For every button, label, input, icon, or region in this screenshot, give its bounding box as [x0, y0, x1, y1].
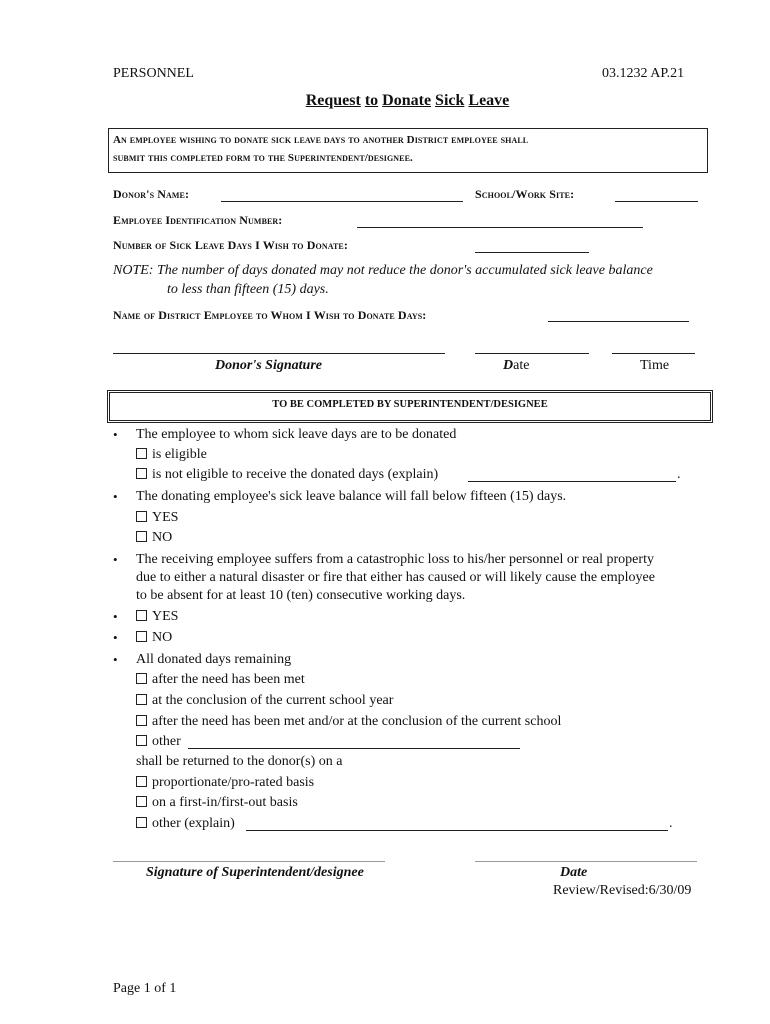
form-title [0, 92, 770, 110]
donor-time-line[interactable] [612, 353, 695, 354]
work-site-field[interactable] [615, 201, 698, 202]
date-initial: D [503, 358, 514, 373]
donor-name-field[interactable] [221, 201, 463, 202]
option-label: on a first-in/first-out basis [152, 795, 298, 810]
remaining-option [136, 693, 393, 709]
title-word: Sick [435, 92, 465, 109]
catastrophic-no-option [136, 630, 172, 646]
option-label: YES [152, 609, 179, 624]
donor-name-label: Donor's Name: [113, 187, 190, 201]
donate-days-field[interactable] [475, 252, 589, 253]
remaining-other-field[interactable] [188, 748, 520, 749]
checkbox[interactable] [136, 796, 147, 807]
remaining-option [136, 672, 305, 688]
checkbox[interactable] [136, 776, 147, 787]
checkbox[interactable] [136, 531, 147, 542]
eligible-option [136, 447, 207, 463]
option-label: after the need has been met [152, 672, 305, 687]
bullet-icon: • [113, 552, 118, 567]
option-label: YES [152, 510, 179, 525]
returned-text: shall be returned to the donor(s) on a [136, 754, 343, 769]
instruction-line: An employee wishing to donate sick leave days to another District employee shall [113, 134, 529, 146]
employee-id-label: Employee Identification Number: [113, 213, 283, 227]
checkbox[interactable] [136, 735, 147, 746]
balance-yes-option [136, 510, 178, 526]
superintendent-date-caption: Date [560, 865, 588, 880]
note-text: The number of days donated may not reduce the donor's accumulated sick leave balance [156, 263, 653, 278]
option-label: is not eligible to receive the donated days (explain) [152, 467, 439, 482]
checkbox[interactable] [136, 817, 147, 828]
period: . [677, 467, 681, 482]
checkbox[interactable] [136, 715, 147, 726]
donor-date-line[interactable] [475, 353, 589, 354]
title-word: Donate [382, 92, 432, 109]
checkbox[interactable] [136, 631, 147, 642]
option-label: after the need has been met and/or at the conclusion of the current school [152, 714, 562, 729]
work-site-label: School/Work Site: [475, 187, 575, 201]
revised-date: Review/Revised:6/30/09 [553, 883, 692, 898]
catastrophic-yes-option [136, 609, 178, 625]
period: . [669, 816, 673, 831]
note-line: to less than fifteen (15) days. [167, 282, 329, 297]
option-label: at the conclusion of the current school year [152, 693, 394, 708]
checkbox[interactable] [136, 610, 147, 621]
donor-signature-line[interactable] [113, 353, 445, 354]
checkbox[interactable] [136, 673, 147, 684]
bullet-icon: • [113, 652, 118, 667]
date-rest: ate [513, 358, 530, 373]
title-word: to [364, 92, 379, 109]
checkbox[interactable] [136, 448, 147, 459]
title-word: Request [305, 92, 361, 109]
title-word: Leave [468, 92, 510, 109]
catastrophic-line: The receiving employee suffers from a catastrophic loss to his/her personnel or real property [136, 552, 654, 567]
option-label: NO [152, 630, 173, 645]
policy-number: 03.1232 AP.21 [602, 66, 685, 81]
option-label: other [152, 734, 181, 749]
not-eligible-option [136, 467, 438, 483]
option-label: proportionate/pro-rated basis [152, 775, 315, 790]
superintendent-signature-line[interactable] [113, 861, 385, 862]
basis-other-field[interactable] [246, 830, 668, 831]
bullet-icon: • [113, 630, 118, 645]
instruction-line: submit this completed form to the Superintendent/designee. [113, 152, 413, 164]
balance-no-option [136, 530, 172, 546]
bullet-icon: • [113, 609, 118, 624]
option-label: is eligible [152, 447, 207, 462]
note-line [113, 263, 653, 279]
recipient-field[interactable] [548, 321, 689, 322]
bullet-icon: • [113, 489, 118, 504]
checkbox[interactable] [136, 694, 147, 705]
donor-date-caption [503, 358, 529, 374]
remaining-option [136, 714, 561, 730]
recipient-label: Name of District Employee to Whom I Wish to Donate Days: [113, 308, 427, 322]
basis-option [136, 816, 235, 832]
catastrophic-line: to be absent for at least 10 (ten) consecutive working days. [136, 588, 466, 603]
superintendent-signature-caption: Signature of Superintendent/designee [146, 865, 364, 880]
remaining-intro: All donated days remaining [136, 652, 292, 667]
page-number: Page 1 of 1 [113, 981, 177, 996]
donate-days-label: Number of Sick Leave Days I Wish to Donate: [113, 238, 348, 252]
balance-intro: The donating employee's sick leave balance will fall below fifteen (15) days. [136, 489, 567, 504]
donor-time-caption: Time [640, 358, 670, 373]
basis-option [136, 775, 314, 791]
option-label: other (explain) [152, 816, 235, 831]
employee-id-field[interactable] [357, 227, 643, 228]
remaining-option [136, 734, 181, 750]
note-prefix: NOTE: [113, 263, 154, 278]
superintendent-box-label: TO BE COMPLETED BY SUPERINTENDENT/DESIGNEE [272, 399, 548, 410]
basis-option [136, 795, 298, 811]
checkbox[interactable] [136, 511, 147, 522]
section-label: PERSONNEL [113, 66, 194, 81]
bullet-icon: • [113, 427, 118, 442]
superintendent-date-line[interactable] [475, 861, 697, 862]
option-label: NO [152, 530, 173, 545]
catastrophic-line: due to either a natural disaster or fire that either has caused or will likely cause the employee [136, 570, 655, 585]
donor-signature-caption: Donor's Signature [215, 358, 322, 373]
not-eligible-explain-field[interactable] [468, 481, 676, 482]
eligibility-intro: The employee to whom sick leave days are to be donated [136, 427, 457, 442]
checkbox[interactable] [136, 468, 147, 479]
